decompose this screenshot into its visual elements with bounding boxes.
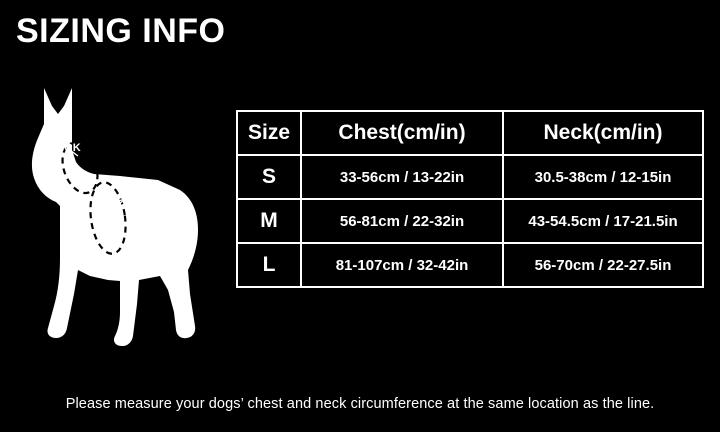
table-row <box>237 243 703 287</box>
footer-note: Please measure your dogs’ chest and neck circumference at the same location as the line. <box>65 396 655 412</box>
dog-silhouette-icon <box>8 80 228 350</box>
neck-label: NECK <box>48 142 82 154</box>
cell-neck-m: 43-54.5cm / 17-21.5in <box>503 199 703 243</box>
cell-size-l: L <box>237 243 301 287</box>
column-header-neck: Neck(cm/in) <box>503 111 703 155</box>
cell-chest-m: 56-81cm / 22-32in <box>301 199 503 243</box>
sizing-table <box>236 110 704 288</box>
table-row <box>237 155 703 199</box>
column-header-chest: Chest(cm/in) <box>301 111 503 155</box>
chest-label: CHEST <box>116 192 156 204</box>
cell-chest-l: 81-107cm / 32-42in <box>301 243 503 287</box>
cell-neck-s: 30.5-38cm / 12-15in <box>503 155 703 199</box>
cell-size-m: M <box>237 199 301 243</box>
column-header-size: Size <box>237 111 301 155</box>
page-title: SIZING INFO <box>16 12 226 50</box>
cell-neck-l: 56-70cm / 22-27.5in <box>503 243 703 287</box>
cell-size-s: S <box>237 155 301 199</box>
dog-illustration <box>8 80 228 350</box>
table-header-row <box>237 111 703 155</box>
cell-chest-s: 33-56cm / 13-22in <box>301 155 503 199</box>
table-row <box>237 199 703 243</box>
